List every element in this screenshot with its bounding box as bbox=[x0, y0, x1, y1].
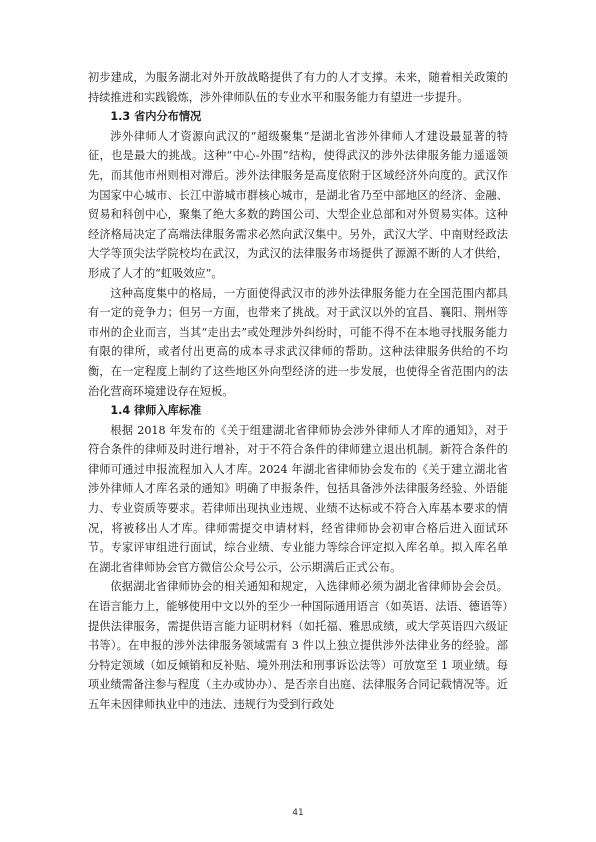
section-heading-1-3: 1.3 省内分布情况 bbox=[110, 110, 202, 124]
section-heading-1-4: 1.4 律师入库标准 bbox=[110, 404, 202, 418]
page-content bbox=[88, 68, 508, 715]
page-number: 41 bbox=[292, 808, 304, 818]
paragraph-concentration: 这种高度集中的格局，一方面使得武汉市的涉外法律服务能力在全国范围内都具有一定的竞争力；但另一方面，也带来了挑战。对于武汉以外的宜昌、襄阳、荆州等市州的企业而言，当其“走出去”或处理涉外纠纷时，可能不得不在本地寻找服务能力有限的律所，或者付出更高的成本寻求武汉律师的帮助。这种法律服务供给的不均衡，在一定程度上制约了这些地区外向型经济的进一步发展，也使得全省范围内的法治化营商环境建设存在短板。 bbox=[88, 286, 508, 398]
paragraph-intro: 初步建成，为服务湖北对外开放战略提供了有力的人才支撑。未来，随着相关政策的持续推进和实践锻炼，涉外律师队伍的专业水平和服务能力有望进一步提升。 bbox=[88, 71, 508, 104]
paragraph-requirements: 依据湖北省律师协会的相关通知和规定，入选律师必须为湖北省律师协会会员。在语言能力上，能够使用中文以外的至少一种国际通用语言（如英语、法语、德语等）提供法律服务，需提供语言能力证明材料（如托福、雅思成绩，或大学英语四六级证书等）。在申报的涉外法律服务领域需有 3 件以上独立提供涉外法律业务的经验。部分特定领域（如反倾销和反补贴、境外刑法和刑事诉讼法等）可放宽至 1 项业绩。每项业绩需备注参与程度（主办或协办）、是否亲自出庭、法律服务合同记载情况等。近五年未因律师执业中的违法、违规行为受到行政处 bbox=[88, 580, 508, 711]
paragraph-standards: 根据 2018 年发布的《关于组建湖北省律师协会涉外律师人才库的通知》，对于符合条件的律师及时进行增补，对于不符合条件的律师建立退出机制。新符合条件的律师可通过申报流程加入人才库。2024 年湖北省律师协会发布的《关于建立湖北省涉外律师人才库名录的通知》明确了申报条件，包括具备涉外法律服务经验、外语能力、专业资质等要求。若律师出现执业违规、业绩不达标或不符合入库基本要求的情况，将被移出人才库。律师需提交申请材料，经省律师协会初审合格后进入面试环节。专家评审组进行面试，综合业绩、专业能力等综合评定拟入库名单。拟入库名单在湖北省律师协会官方微信公众号公示，公示期满后正式公布。 bbox=[88, 423, 508, 574]
paragraph-distribution: 涉外律师人才资源向武汉的“超级聚集”是湖北省涉外律师人才建设最显著的特征，也是最大的挑战。这种“中心-外围”结构，使得武汉的涉外法律服务能力遥遥领先，而其他市州则相对滞后。涉外法律服务是高度依附于区域经济外向度的。武汉作为国家中心城市、长江中游城市群核心城市，是湖北省乃至中部地区的经济、金融、贸易和科创中心，聚集了绝大多数的跨国公司、大型企业总部和对外贸易实体。这种经济格局决定了高端法律服务需求必然向武汉集中。另外，武汉大学、中南财经政法大学等顶尖法学院校均在武汉，为武汉的法律服务市场提供了源源不断的人才供给，形成了人才的“虹吸效应”。 bbox=[88, 129, 508, 280]
